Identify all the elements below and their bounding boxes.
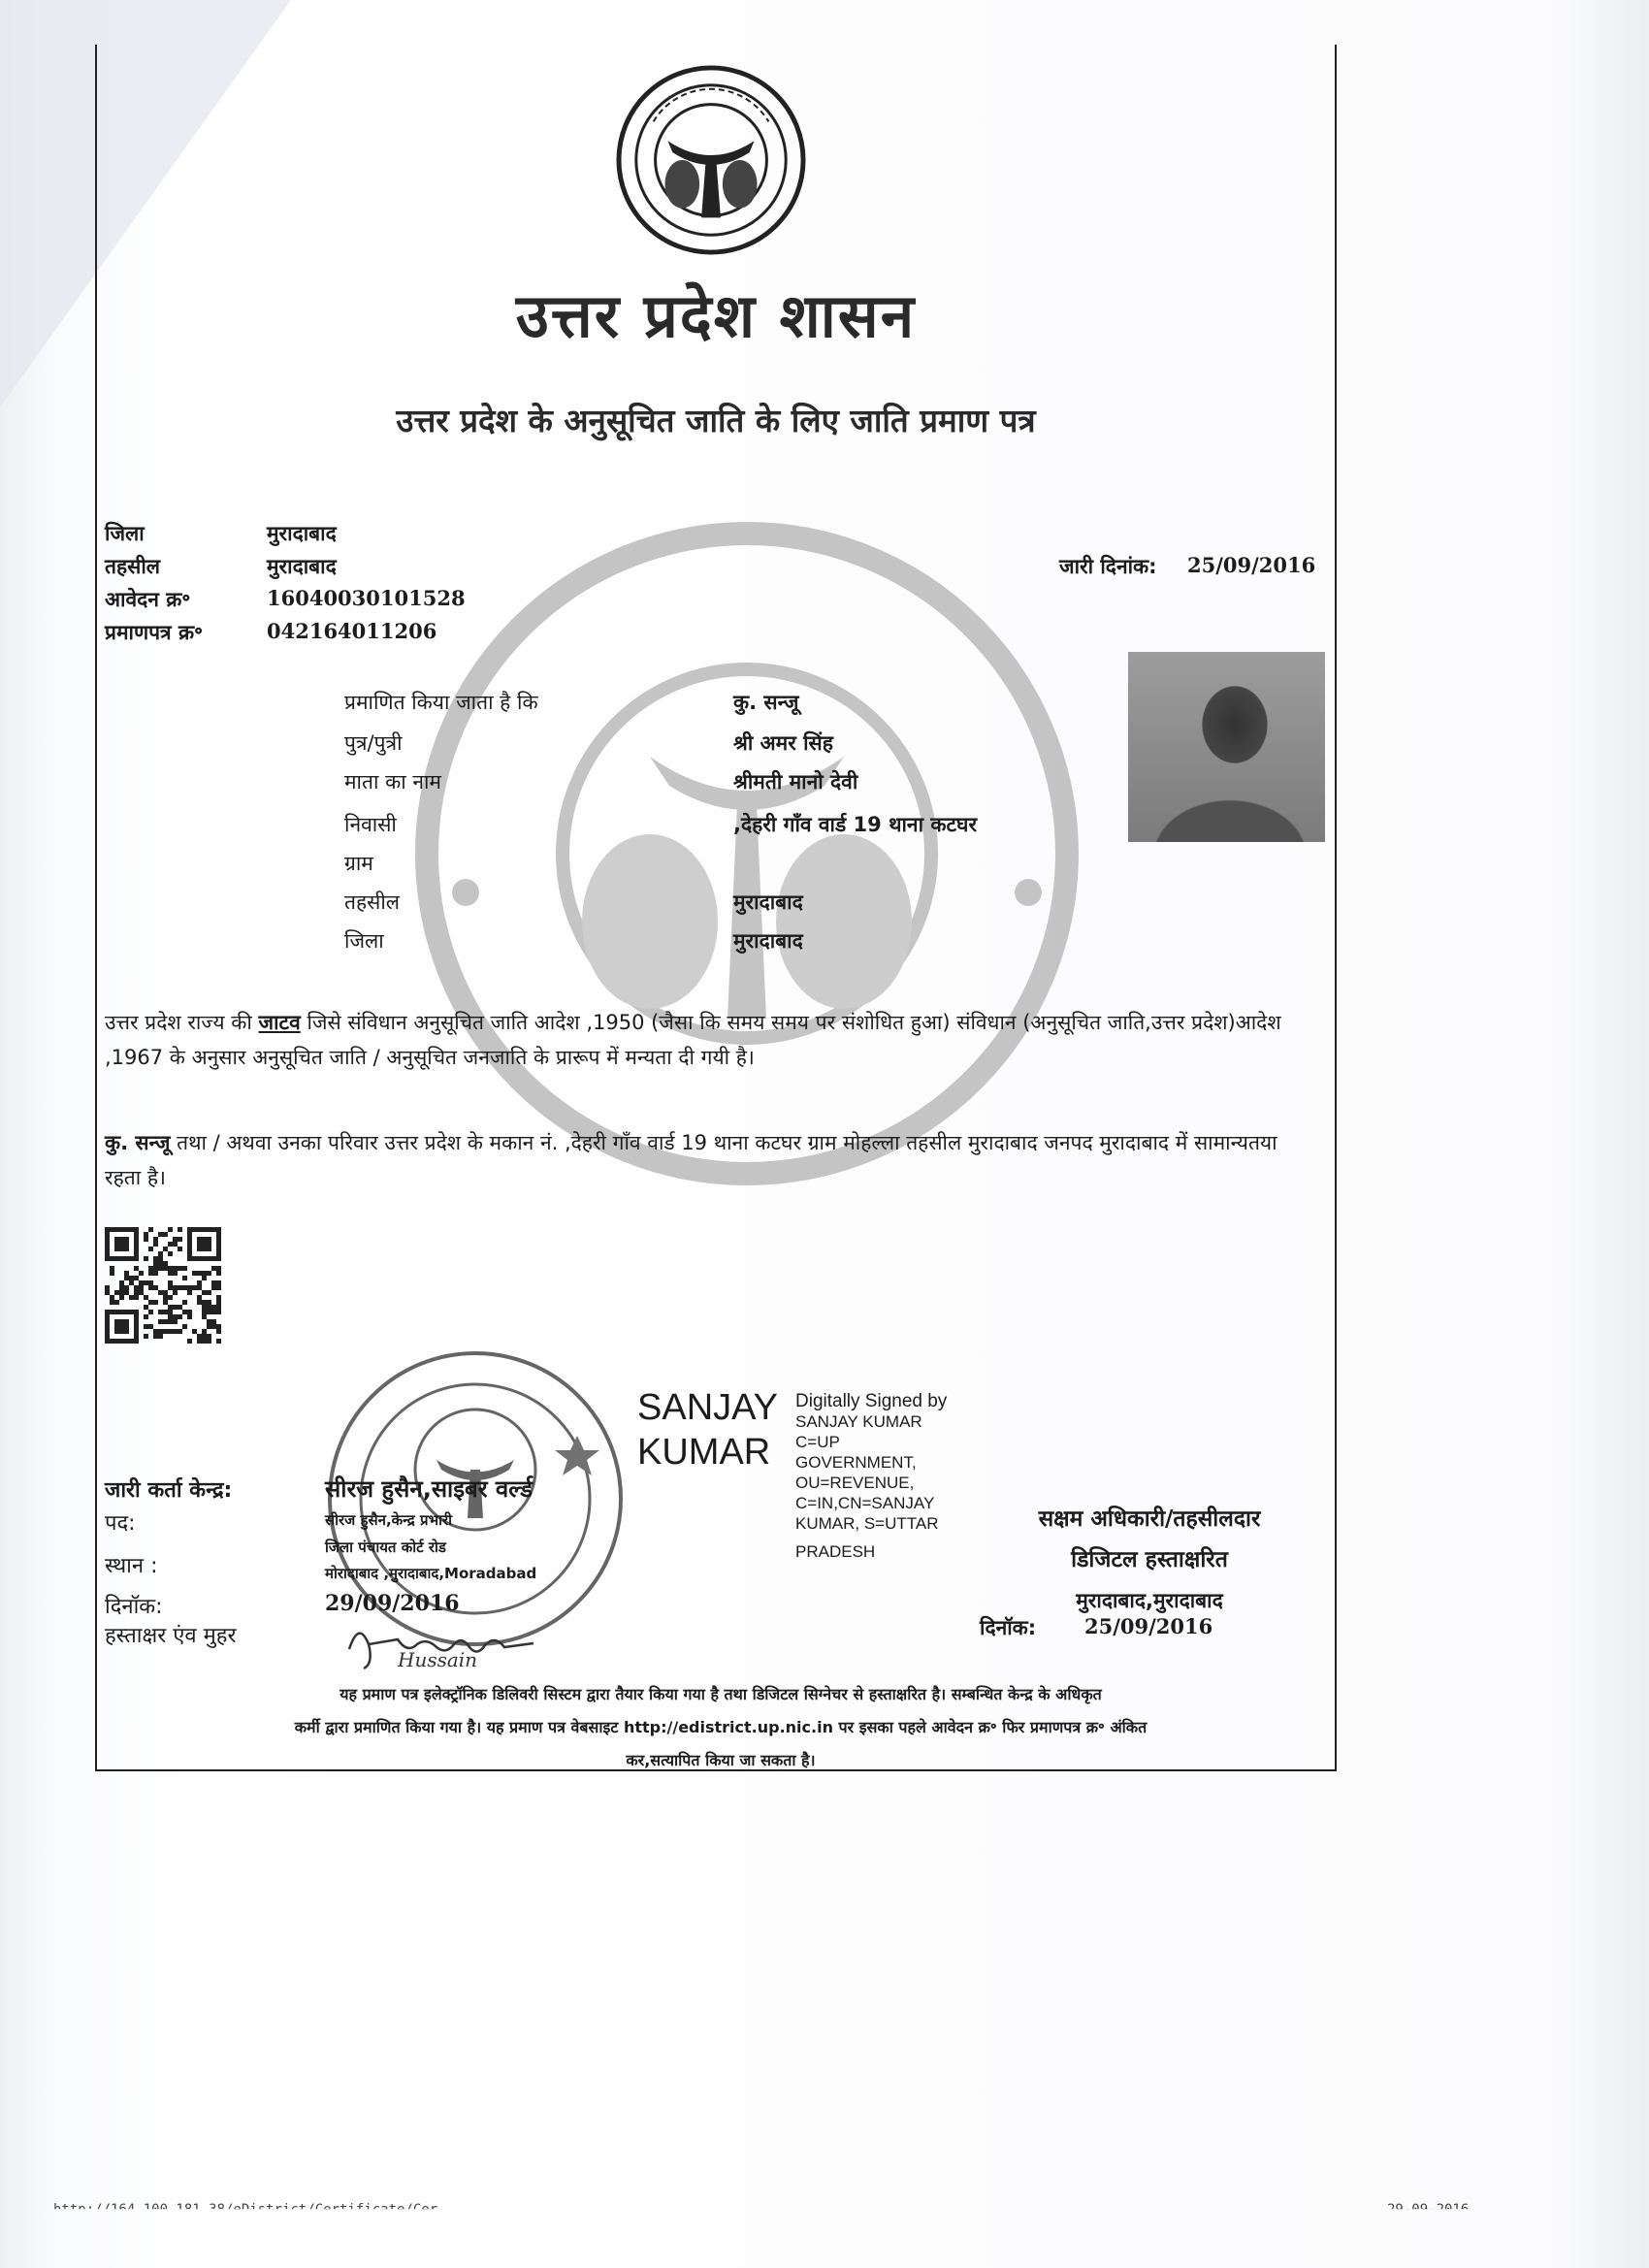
place-value-2: मोरादाबाद ,मुरादाबाद,Moradabad — [325, 1565, 537, 1582]
signature-text: Hussain — [398, 1648, 478, 1671]
resident-value: ,देहरी गाँव वार्ड 19 थाना कटघर — [733, 813, 978, 836]
post-value: सीरज हुसैन,केन्द्र प्रभारी — [325, 1511, 452, 1529]
place-label: स्थान : — [105, 1554, 158, 1578]
applicant-photo — [1128, 652, 1325, 842]
note-line: कर,सत्यापित किया जा सकता है। — [626, 1751, 816, 1769]
detail-district-value: मुरादाबाद — [733, 929, 803, 953]
caste-name: जाटव — [258, 1011, 301, 1034]
resident-label: निवासी — [344, 813, 397, 836]
village-label: ग्राम — [344, 852, 373, 875]
officer-digitally-signed: डिजिटल हस्ताक्षरित — [1071, 1547, 1228, 1572]
caste-paragraph-start: उत्तर प्रदेश राज्य की — [105, 1011, 259, 1034]
signature-detail-line: SANJAY KUMAR — [795, 1412, 922, 1431]
qr-code-icon — [105, 1227, 221, 1344]
govt-title: उत्तर प्रदेश शासन — [515, 280, 917, 351]
caste-paragraph-end: जिसे संविधान अनुसूचित जाति आदेश ,1950 (जैसा कि समय समय पर संशोधित हुआ) संविधान (अनुसूचित जाति,उत्तर प्रदेश)आदेश ,1967 के अनुसार अनुसूचित जाति / अनुसूचित जनजाति के प्रारूप में मन्यता दी गयी है। — [105, 1011, 1281, 1069]
note-line: यह प्रमाण पत्र इलेक्ट्रॉनिक डिलिवरी सिस्टम द्वारा तैयार किया गया है तथा डिजिटल सिग्नेचर से हस्ताक्षरित है। सम्बन्धित केन्द्र के अधिकृत — [340, 1685, 1102, 1703]
certified-name: कु. सन्जू — [733, 691, 799, 714]
signature-detail-line: C=UP — [795, 1433, 840, 1451]
issue-date-label: जारी दिनांक: — [1059, 555, 1157, 578]
signer-name-line2: KUMAR — [637, 1432, 771, 1473]
certificate-number: 042164011206 — [267, 619, 437, 643]
signature-detail-line: PRADESH — [795, 1542, 876, 1561]
digital-signer-name — [637, 1385, 792, 1474]
sign-seal-label: हस्ताक्षर एंव मुहर — [105, 1624, 237, 1648]
detail-tehsil-value: मुरादाबाद — [733, 891, 803, 914]
father-name: श्री अमर सिंह — [733, 731, 833, 755]
tehsil-label: तहसील — [105, 555, 160, 578]
mother-label: माता का नाम — [344, 770, 441, 794]
signature-detail-line: KUMAR, S=UTTAR — [795, 1514, 939, 1533]
digital-signature-details — [795, 1391, 989, 1562]
handwritten-signature — [340, 1610, 543, 1678]
tehsil-value: मुरादाबाद — [267, 555, 337, 578]
caste-paragraph — [105, 1005, 1317, 1075]
signer-name-line1: SANJAY — [637, 1387, 779, 1428]
residence-name: कु. सन्जू — [105, 1131, 171, 1154]
officer-date-label: दिनॉक: — [980, 1616, 1037, 1639]
residence-text: तथा / अथवा उनका परिवार उत्तर प्रदेश के मकान नं. ,देहरी गाँव वार्ड 19 थाना कटघर ग्राम मोहल्ला तहसील मुरादाबाद जनपद मुरादाबाद में सामान्यतया रहता है। — [105, 1131, 1277, 1189]
signature-detail-line: C=IN,CN=SANJAY — [795, 1494, 935, 1512]
issuer-date-value: 29/09/2016 — [325, 1591, 460, 1616]
detail-tehsil-label: तहसील — [344, 891, 400, 914]
application-number: 16040030101528 — [267, 586, 466, 610]
certified-label: प्रमाणित किया जाता है कि — [344, 691, 538, 714]
officer-place: मुरादाबाद,मुरादाबाद — [1076, 1589, 1223, 1612]
district-label: जिला — [105, 522, 145, 545]
up-govt-emblem-icon — [615, 64, 807, 256]
note-line: कर्मी द्वारा प्रमाणित किया गया है। यह प्रमाण पत्र वेबसाइट http://edistrict.up.nic.in पर इसका पहले आवेदन क्र॰ फिर प्रमाणपत्र क्र॰ अंकित — [294, 1718, 1148, 1736]
officer-date-value: 25/09/2016 — [1084, 1614, 1213, 1638]
signature-detail-line: OU=REVENUE, — [795, 1474, 915, 1492]
issuing-centre-value: सीरज हुसैन,साइबर वर्ल्ड — [325, 1475, 534, 1503]
detail-district-label: जिला — [344, 929, 384, 953]
officer-title: सक्षम अधिकारी/तहसीलदार — [1038, 1507, 1261, 1532]
certificate-label: प्रमाणपत्र क्र॰ — [105, 621, 204, 644]
verification-note — [114, 1678, 1327, 1777]
child-of-label: पुत्र/पुत्री — [344, 731, 403, 755]
certificate-title: उत्तर प्रदेश के अनुसूचित जाति के लिए जाति प्रमाण पत्र — [396, 402, 1036, 439]
post-label: पद: — [105, 1511, 136, 1536]
residence-paragraph — [105, 1125, 1317, 1195]
district-value: मुरादाबाद — [267, 522, 337, 545]
mother-name: श्रीमती मानो देवी — [733, 770, 858, 794]
issuer-date-label: दिनॉक: — [105, 1595, 163, 1619]
place-value-1: जिला पंचायत कोर्ट रोड — [325, 1539, 446, 1556]
signature-detail-line: Digitally Signed by — [795, 1391, 948, 1411]
application-label: आवेदन क्र॰ — [105, 588, 191, 611]
issuing-centre-label: जारी कर्ता केन्द्र: — [105, 1478, 233, 1503]
issue-date-value: 25/09/2016 — [1187, 553, 1316, 577]
signature-detail-line: GOVERNMENT, — [795, 1453, 917, 1472]
